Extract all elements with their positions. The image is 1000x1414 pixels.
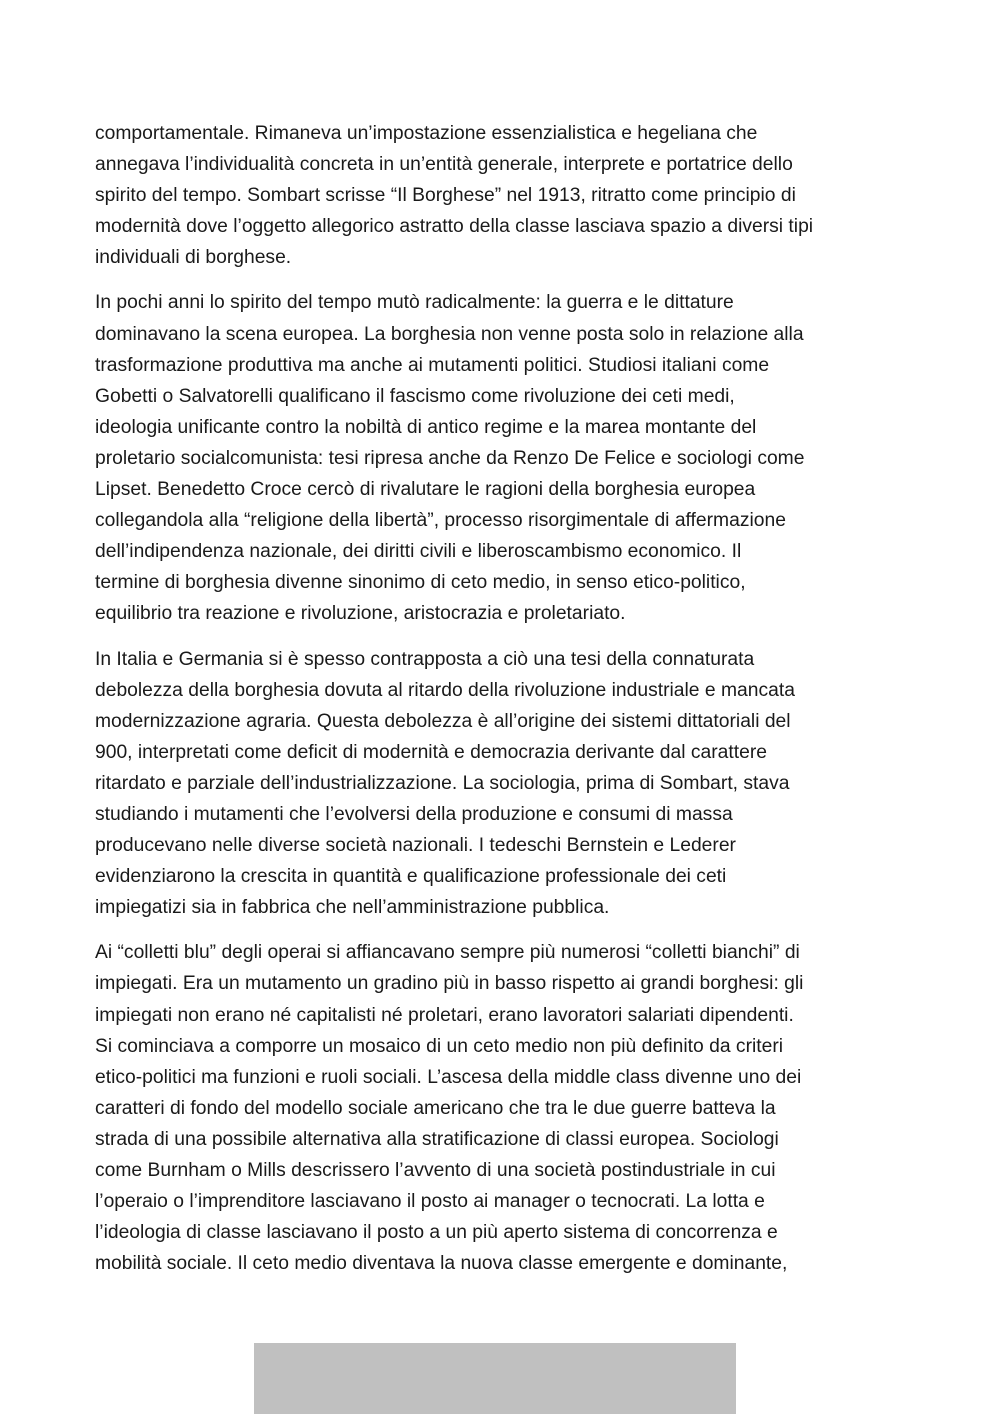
text-line: mobilità sociale. Il ceto medio diventava la nuova classe emergente e dominante, <box>95 1253 788 1275</box>
text-line: Gobetti o Salvatorelli qualificano il fascismo come rivoluzione dei ceti medi, <box>95 385 735 407</box>
text-line: come Burnham o Mills descrissero l’avvento di una società postindustriale in cui <box>95 1160 776 1181</box>
text-line: trasformazione produttiva ma anche ai mutamenti politici. Studiosi italiani come <box>95 354 770 376</box>
document-body <box>95 118 925 1293</box>
text-line: impiegatizi sia in fabbrica che nell’amministrazione pubblica. <box>95 897 610 919</box>
text-line: Lipset. Benedetto Croce cercò di rivalutare le ragioni della borghesia europea <box>95 479 756 501</box>
paragraph-3 <box>95 644 925 924</box>
paragraph-2 <box>95 287 925 629</box>
footer-placeholder-bar <box>254 1343 736 1414</box>
text-line: caratteri di fondo del modello sociale americano che tra le due guerre batteva la <box>95 1097 776 1119</box>
text-line: Si cominciava a comporre un mosaico di un ceto medio non più definito da criteri <box>95 1035 784 1057</box>
text-line: strada di una possibile alternativa alla stratificazione di classi europea. Sociologi <box>95 1128 779 1150</box>
paragraph-4 <box>95 937 925 1279</box>
text-line: l’operaio o l’imprenditore lasciavano il posto ai manager o tecnocrati. La lotta e <box>95 1191 765 1213</box>
text-line: debolezza della borghesia dovuta al ritardo della rivoluzione industriale e mancata <box>95 679 795 701</box>
text-line: impiegati. Era un mutamento un gradino più in basso rispetto ai grandi borghesi: gli <box>95 973 804 995</box>
text-line: evidenziarono la crescita in quantità e qualificazione professionale dei ceti <box>95 866 727 888</box>
text-line: 900, interpretati come deficit di modernità e democrazia derivante dal carattere <box>95 741 767 763</box>
text-line: modernizzazione agraria. Questa debolezza è all’origine dei sistemi dittatoriali del <box>95 710 791 732</box>
text-line: ideologia unificante contro la nobiltà di antico regime e la marea montante del <box>95 416 757 438</box>
text-line: equilibrio tra reazione e rivoluzione, aristocrazia e proletariato. <box>95 603 626 625</box>
text-line: Ai “colletti blu” degli operai si affiancavano sempre più numerosi “colletti bianchi” di <box>95 942 800 964</box>
text-line: annegava l’individualità concreta in un’entità generale, interprete e portatrice dello <box>95 154 793 176</box>
text-line: modernità dove l’oggetto allegorico astratto della classe lasciava spazio a diversi tipi <box>95 216 814 238</box>
text-line: In pochi anni lo spirito del tempo mutò radicalmente: la guerra e le dittature <box>95 292 734 314</box>
text-line: comportamentale. Rimaneva un’impostazione essenzialistica e hegeliana che <box>95 123 758 144</box>
text-line: individuali di borghese. <box>95 247 292 269</box>
text-line: dell’indipendenza nazionale, dei diritti civili e liberoscambismo economico. Il <box>95 541 742 563</box>
text-line: ritardato e parziale dell’industrializzazione. La sociologia, prima di Sombart, stava <box>95 772 790 794</box>
text-line: l’ideologia di classe lasciavano il posto a un più aperto sistema di concorrenza e <box>95 1222 778 1244</box>
text-line: collegandola alla “religione della libertà”, processo risorgimentale di affermazione <box>95 510 786 532</box>
paragraph-1 <box>95 118 925 273</box>
text-line: proletario socialcomunista: tesi ripresa anche da Renzo De Felice e sociologi come <box>95 447 805 469</box>
text-line: producevano nelle diverse società nazionali. I tedeschi Bernstein e Lederer <box>95 835 736 857</box>
text-line: dominavano la scena europea. La borghesia non venne posta solo in relazione alla <box>95 323 804 345</box>
text-line: studiando i mutamenti che l’evolversi della produzione e consumi di massa <box>95 803 733 825</box>
text-line: spirito del tempo. Sombart scrisse “Il Borghese” nel 1913, ritratto come principio di <box>95 185 796 207</box>
text-line: termine di borghesia divenne sinonimo di ceto medio, in senso etico-politico, <box>95 572 746 594</box>
text-line: In Italia e Germania si è spesso contrapposta a ciò una tesi della connaturata <box>95 648 755 670</box>
text-line: impiegati non erano né capitalisti né proletari, erano lavoratori salariati dipendenti. <box>95 1004 794 1026</box>
text-line: etico-politici ma funzioni e ruoli sociali. L’ascesa della middle class divenne uno dei <box>95 1066 802 1088</box>
